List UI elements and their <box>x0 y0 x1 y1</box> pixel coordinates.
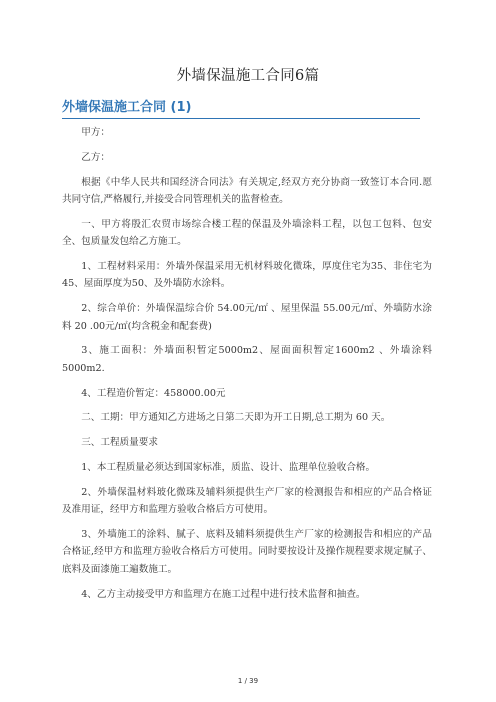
paragraph-clause-1: 一、甲方将殷汇农贸市场综合楼工程的保温及外墙涂料工程，以包工包料、包安全、包质量发包给乙方施工。 <box>62 218 432 248</box>
paragraph-party-a: 甲方： <box>81 127 110 138</box>
paragraph-schedule: 二、工期：甲方通知乙方进场之日第二天即为开工日期,总工期为 60 天。 <box>81 412 391 424</box>
paragraph-quality-heading: 三、工程质量要求 <box>81 437 158 449</box>
document-title: 外墙保温施工合同6篇 <box>176 68 320 84</box>
paragraph-quality-3: 3、外墙施工的涂料、腻子、底料及辅料须提供生产厂家的检测报告和相应的产品合格证,经甲方和监理方验收合格后方可使用。同时要按设计及操作规程要求规定腻子、底料及面漆施工遍数施工。 <box>62 529 432 575</box>
paragraph-unit-price: 2、综合单价：外墙保温综合价 54.00元/㎡ 、屋里保温 55.00元/㎡、外墙防水涂料 20 .00元/㎡(均含税金和配套费) <box>62 303 432 332</box>
paragraph-quality-2: 2、外墙保温材料玻化微珠及辅料须提供生产厂家的检测报告和相应的产品合格证及准用证，经甲方和监理方验收合格后方可使用。 <box>62 486 432 516</box>
page-number: 1 / 39 <box>237 677 259 685</box>
paragraph-cost: 4、工程造价暂定：458000.00元 <box>81 387 226 399</box>
paragraph-materials: 1、工程材料采用：外墙外保温采用无机材料玻化微珠，厚度住宅为35、非住宅为45、屋面厚度为50、及外墙防水涂料。 <box>62 261 432 290</box>
paragraph-quality-1: 1、本工程质量必须达到国家标准，质监、设计、监理单位验收合格。 <box>81 462 376 473</box>
document-body <box>62 124 432 610</box>
paragraph-party-b: 乙方： <box>81 151 110 163</box>
paragraph-quality-4: 4、乙方主动接受甲方和监理方在施工过程中进行技术监督和抽查。 <box>81 588 366 600</box>
paragraph-area: 3、施工面积：外墙面积暂定5000m2、屋面面积暂定1600m2 、外墙涂料5000m2. <box>62 345 432 374</box>
paragraph-preamble: 根据《中华人民共和国经济合同法》有关规定,经双方充分协商一致签订本合同.愿共同守信,严格履行,并接受合同管理机关的监督检查。 <box>62 176 432 205</box>
section-heading: 外墙保温施工合同 (1) <box>62 96 420 119</box>
